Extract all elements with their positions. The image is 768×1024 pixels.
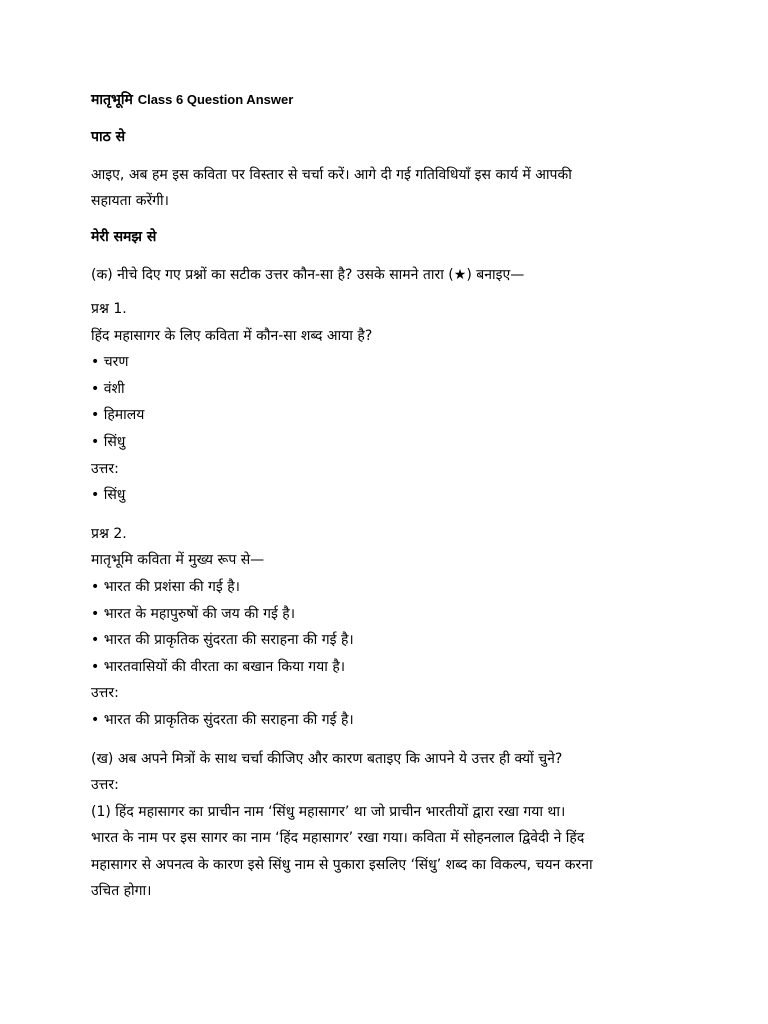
document-page [91,88,691,917]
question-1-option: • चरण [91,354,129,371]
intro-paragraph [91,162,691,214]
question-2-text: मातृभूमि कविता में मुख्य रूप से— [91,552,265,569]
question-1-text: हिंद महासागर के लिए कविता में कौन-सा शब्द आया है? [91,327,373,344]
question-2-label: प्रश्न 2. [91,525,127,542]
intro-line: आइए, अब हम इस कविता पर विस्तार से चर्चा करें। आगे दी गई गतिविधियाँ इस कार्य में आपकी [91,167,572,183]
question-1 [91,296,691,509]
instruction-k [91,262,691,288]
question-2 [91,521,691,734]
question-1-option: • हिमालय [91,407,145,424]
section-heading-meri-samajh-se: मेरी समझ से [91,229,157,245]
question-1-label: प्रश्न 1. [91,301,127,317]
instruction-k-text: (क) नीचे दिए गए प्रश्नों का सटीक उत्तर कौन-सा है? उसके सामने तारा (★) बनाइए— [91,267,525,283]
section-kh-answer-line: उचित होगा। [91,883,152,900]
question-2-option: • भारत की प्राकृतिक सुंदरता की सराहना की गई है। [91,632,354,649]
question-2-option: • भारतवासियों की वीरता का बखान किया गया है। [91,658,346,675]
section-kh-answer-line: भारत के नाम पर इस सागर का नाम ‘हिंद महासागर’ रखा गया। कविता में सोहनलाल द्विवेदी ने हिंद [91,830,585,847]
title-latin: Class 6 Question Answer [137,92,294,107]
section-kh-answer-label: उत्तर: [91,777,119,794]
question-1-answer: • सिंधु [91,487,126,504]
section-kh-answer-line: महासागर से अपनत्व के कारण इसे सिंधु नाम से पुकारा इसलिए ‘सिंधु’ शब्द का विकल्प, चयन करना [91,856,593,873]
question-1-option: • वंशी [91,380,125,397]
section-kh-answer-line: (1) हिंद महासागर का प्राचीन नाम ‘सिंधु महासागर’ था जो प्राचीन भारतीयों द्वारा रखा गया था। [91,803,566,820]
section-kh [91,746,691,906]
page-title [91,88,691,112]
section-kh-question: (ख) अब अपने मित्रों के साथ चर्चा कीजिए और कारण बताइए कि आपने ये उत्तर ही क्यों चुने? [91,750,563,767]
question-2-option: • भारत के महापुरुषों की जय की गई है। [91,605,296,622]
title-hindi: मातृभूमि [91,92,133,108]
section-heading-path-se: पाठ से [91,129,126,145]
question-1-option: • सिंधु [91,433,126,450]
question-1-answer-label: उत्तर: [91,460,119,477]
question-2-answer-label: उत्तर: [91,685,119,702]
intro-line: सहायता करेंगी। [91,193,169,209]
question-2-answer: • भारत की प्राकृतिक सुंदरता की सराहना की गई है। [91,711,354,728]
question-2-option: • भारत की प्रशंसा की गई है। [91,578,240,595]
